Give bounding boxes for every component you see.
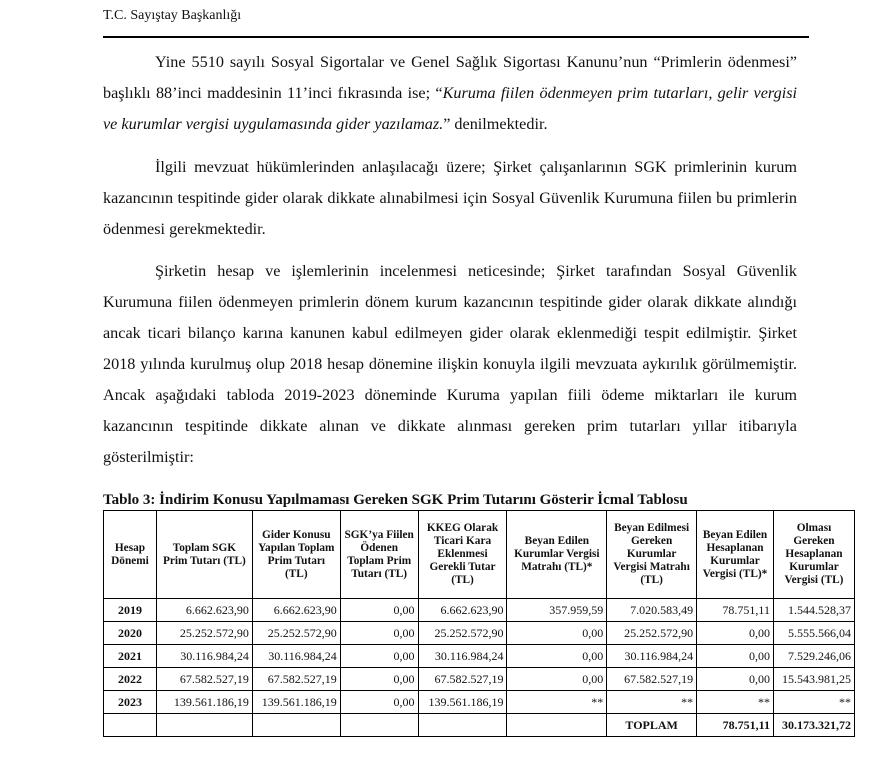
- cell-empty: [507, 714, 607, 737]
- cell-value: 0,00: [340, 668, 418, 691]
- header-required-tax: Olması Gereken Hesaplanan Kurumlar Vergisi (TL): [773, 511, 854, 599]
- cell-value: 139.561.186,19: [418, 691, 507, 714]
- total-required-tax: 30.173.321,72: [773, 714, 854, 737]
- cell-period: 2021: [104, 645, 157, 668]
- cell-value: 6.662.623,90: [418, 599, 507, 622]
- cell-period: 2023: [104, 691, 157, 714]
- table-row: [104, 691, 855, 714]
- paragraph-1-quote: Kuruma fiilen ödenmeyen prim tutarları, gelir vergisi ve kurumlar vergisi uygulamasında gider yazılamaz.: [103, 84, 797, 133]
- paragraph-1-text-a: Yine 5510 sayılı Sosyal Sigortalar ve Genel Sağlık Sigortası Kanunu’nun “Primlerin ödenmesi” başlıklı 88’inci maddesinin 11’inci fıkrasında ise; “: [103, 53, 797, 102]
- header-total-sgk-premium: Toplam SGK Prim Tutarı (TL): [156, 511, 252, 599]
- cell-value: 25.252.572,90: [156, 622, 252, 645]
- cell-value: 1.544.528,37: [773, 599, 854, 622]
- header-expensed-premium: Gider Konusu Yapılan Toplam Prim Tutarı (TL): [252, 511, 340, 599]
- cell-value: 67.582.527,19: [156, 668, 252, 691]
- cell-value: 25.252.572,90: [252, 622, 340, 645]
- cell-value: 0,00: [340, 691, 418, 714]
- cell-value: 30.116.984,24: [418, 645, 507, 668]
- cell-value: 139.561.186,19: [156, 691, 252, 714]
- cell-value: **: [773, 691, 854, 714]
- cell-value: 15.543.981,25: [773, 668, 854, 691]
- cell-value: 0,00: [340, 599, 418, 622]
- cell-value: 67.582.527,19: [418, 668, 507, 691]
- cell-value: 0,00: [507, 622, 607, 645]
- header-rule: [103, 36, 809, 38]
- cell-value: 25.252.572,90: [607, 622, 697, 645]
- cell-value: 5.555.566,04: [773, 622, 854, 645]
- table-row: [104, 622, 855, 645]
- table-row: [104, 599, 855, 622]
- cell-value: 7.529.246,06: [773, 645, 854, 668]
- cell-empty: [418, 714, 507, 737]
- cell-empty: [340, 714, 418, 737]
- cell-value: 30.116.984,24: [607, 645, 697, 668]
- cell-value: 6.662.623,90: [252, 599, 340, 622]
- cell-empty: [156, 714, 252, 737]
- cell-value: **: [607, 691, 697, 714]
- cell-value: 7.020.583,49: [607, 599, 697, 622]
- table-total-row: [104, 714, 855, 737]
- total-label: TOPLAM: [607, 714, 697, 737]
- cell-value: 0,00: [507, 668, 607, 691]
- table-row: [104, 645, 855, 668]
- document-header: T.C. Sayıştay Başkanlığı: [103, 8, 242, 23]
- header-declared-tax-base: Beyan Edilen Kurumlar Vergisi Matrahı (TL)*: [507, 511, 607, 599]
- cell-empty: [104, 714, 157, 737]
- cell-value: 0,00: [507, 645, 607, 668]
- cell-value: 30.116.984,24: [156, 645, 252, 668]
- cell-value: 139.561.186,19: [252, 691, 340, 714]
- cell-value: 6.662.623,90: [156, 599, 252, 622]
- total-declared-tax: 78.751,11: [697, 714, 774, 737]
- cell-value: **: [697, 691, 774, 714]
- cell-value: 67.582.527,19: [607, 668, 697, 691]
- cell-value: 357.959,59: [507, 599, 607, 622]
- cell-period: 2022: [104, 668, 157, 691]
- header-paid-premium: SGK’ya Fiilen Ödenen Toplam Prim Tutarı (TL): [340, 511, 418, 599]
- paragraph-1-text-b: ” denilmektedir.: [443, 115, 548, 133]
- table-row: [104, 668, 855, 691]
- cell-value: 25.252.572,90: [418, 622, 507, 645]
- paragraph-3: Şirketin hesap ve işlemlerinin incelenmesi neticesinde; Şirket tarafından Sosyal Güvenlik Kurumuna fiilen ödenmeyen primlerin dönem kurum kazancının tespitinde gider olarak dikkate alındığı ancak ticari bilanço karına kanunen kabul edilmeyen gider olarak eklenmediği tespit edilmiştir. Şirket 2018 yılında kurulmuş olup 2018 hesap dönemine ilişkin konuyla ilgili mevzuata aykırılık görülmemiştir. Ancak aşağıdaki tabloda 2019-2023 döneminde Kuruma yapılan fiili ödeme miktarları ile kurum kazancının tespitinde dikkate alınan ve dikkate alınması gereken prim tutarları yıllar itibarıyla gösterilmiştir:: [103, 262, 797, 466]
- cell-empty: [252, 714, 340, 737]
- header-period: Hesap Dönemi: [104, 511, 157, 599]
- summary-table: [103, 510, 855, 737]
- cell-value: **: [507, 691, 607, 714]
- cell-value: 0,00: [697, 622, 774, 645]
- cell-value: 78.751,11: [697, 599, 774, 622]
- paragraph-2: İlgili mevzuat hükümlerinden anlaşılacağı üzere; Şirket çalışanlarının SGK primlerinin kurum kazancının tespitinde gider olarak dikkate alınabilmesi için Sosyal Güvenlik Kurumuna fiilen bu primlerin ödenmesi gerekmektedir.: [103, 158, 797, 238]
- header-required-tax-base: Beyan Edilmesi Gereken Kurumlar Vergisi Matrahı (TL): [607, 511, 697, 599]
- table-title: Tablo 3: İndirim Konusu Yapılmaması Gereken SGK Prim Tutarını Gösterir İcmal Tablosu: [103, 492, 688, 508]
- header-declared-tax: Beyan Edilen Hesaplanan Kurumlar Vergisi (TL)*: [697, 511, 774, 599]
- cell-value: 30.116.984,24: [252, 645, 340, 668]
- cell-period: 2019: [104, 599, 157, 622]
- paragraph-1: [103, 47, 797, 140]
- cell-value: 67.582.527,19: [252, 668, 340, 691]
- cell-value: 0,00: [340, 645, 418, 668]
- cell-value: 0,00: [340, 622, 418, 645]
- cell-value: 0,00: [697, 645, 774, 668]
- header-kkeg-amount: KKEG Olarak Ticari Kara Eklenmesi Gerekli Tutar (TL): [418, 511, 507, 599]
- cell-value: 0,00: [697, 668, 774, 691]
- table-header-row: [104, 511, 855, 599]
- cell-period: 2020: [104, 622, 157, 645]
